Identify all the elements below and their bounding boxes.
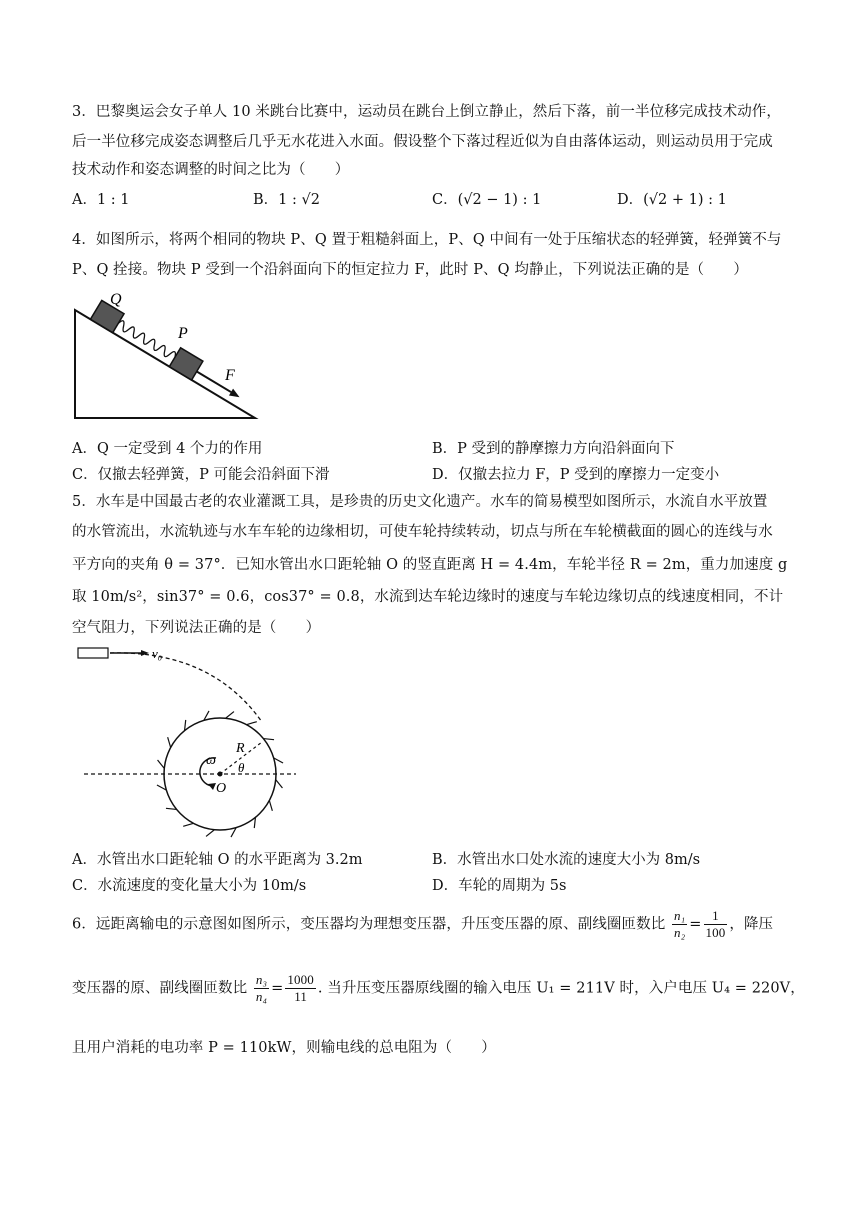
waterwheel-figure	[66, 640, 306, 840]
q3-option-d: D．(√2 + 1) : 1	[617, 192, 727, 208]
q5-line2: 的水管流出，水流轨迹与水车车轮的边缘相切，可使车轮持续转动，切点与所在车轮横截面的圆心的连线与水	[72, 524, 773, 540]
q6-line2-text: 变压器的原、副线圈匝数比	[72, 980, 248, 997]
q6-line3: 且用户消耗的电功率 P = 110kW，则输电线的总电阻为（ ）	[72, 1040, 496, 1056]
wheel-paddle	[269, 800, 272, 810]
q4-option-d: D．仅撤去拉力 F，P 受到的摩擦力一定变小	[432, 467, 720, 483]
q6-line1-text: 6．远距离输电的示意图如图所示，变压器均为理想变压器，升压变压器的原、副线圈匝数比	[72, 916, 666, 933]
frac-denominator: 100	[705, 925, 726, 940]
q6-line2	[72, 972, 805, 1005]
label-theta: θ	[238, 760, 245, 775]
q4-line1: 4．如图所示，将两个相同的物块 P、Q 置于粗糙斜面上，P、Q 中间有一处于压缩状态的轻弹簧，轻弹簧不与	[72, 232, 782, 248]
label-f: F	[225, 367, 235, 384]
axle-point	[218, 772, 223, 777]
fraction-1000-11	[285, 972, 315, 1005]
q3-option-c: C．(√2 − 1) : 1	[432, 192, 542, 208]
q6-line2-tail: . 当升压变压器原线圈的输入电压 U₁ = 211V 时，入户电压 U₄ = 220V，	[317, 980, 805, 997]
frac-numerator: n₁	[674, 908, 686, 923]
q5-line3: 平方向的夹角 θ = 37°．已知水管出水口距轮轴 O 的竖直距离 H = 4.4m，车轮半径 R = 2m，重力加速度 g	[72, 557, 788, 573]
wheel-paddle	[206, 830, 214, 837]
frac-numerator: n₃	[255, 972, 268, 987]
fraction-n3-n4	[254, 972, 269, 1005]
q5-option-a: A．水管出水口距轮轴 O 的水平距离为 3.2m	[72, 852, 363, 868]
q4-option-b: B．P 受到的静摩擦力方向沿斜面向下	[432, 441, 675, 457]
q3-line3: 技术动作和姿态调整的时间之比为（ ）	[72, 162, 350, 178]
label-p: P	[178, 325, 188, 342]
q3-line2: 后一半位移完成姿态调整后几乎无水花进入水面。假设整个下落过程近似为自由落体运动，则运动员用于完成	[72, 134, 773, 150]
q5-line4: 取 10m/s²，sin37° = 0.6，cos37° = 0.8，水流到达车轮边缘时的速度与车轮边缘切点的线速度相同，不计	[72, 589, 784, 605]
wheel-paddle	[183, 823, 193, 826]
fraction-1-100	[704, 908, 728, 941]
wheel-paddle	[158, 760, 165, 768]
frac-numerator: 1	[704, 908, 728, 925]
label-q: Q	[110, 291, 122, 308]
q5-line1: 5．水车是中国最古老的农业灌溉工具，是珍贵的历史文化遗产。水车的简易模型如图所示，水流自水平放置	[72, 494, 768, 510]
incline-figure	[70, 290, 270, 425]
frac-denominator: 11	[294, 989, 307, 1004]
block-p	[169, 348, 203, 380]
equals-sign: =	[271, 980, 284, 997]
q4-option-c: C．仅撤去轻弹簧，P 可能会沿斜面下滑	[72, 467, 330, 483]
q4-line2: P、Q 拴接。物块 P 受到一个沿斜面向下的恒定拉力 F，此时 P、Q 均静止，下列说法正确的是（ ）	[72, 262, 748, 278]
q5-option-c: C．水流速度的变化量大小为 10m/s	[72, 878, 307, 894]
q3-option-b: B．1 : √2	[253, 192, 320, 208]
wheel-paddle	[246, 722, 256, 725]
q5-option-b: B．水管出水口处水流的速度大小为 8m/s	[432, 852, 701, 868]
label-o: O	[216, 781, 227, 796]
rotation-arrow-head-icon	[208, 783, 216, 790]
q5-line5: 空气阻力，下列说法正确的是（ ）	[72, 620, 321, 636]
q6-line1-tail: ，降压	[729, 916, 774, 933]
water-pipe	[78, 648, 108, 658]
water-trajectory	[110, 653, 262, 722]
wheel-paddle	[168, 737, 171, 747]
arrow-head-icon	[229, 389, 242, 401]
q4-option-a: A．Q 一定受到 4 个力的作用	[72, 441, 263, 457]
wheel-paddle	[226, 712, 234, 719]
q3-line1: 3．巴黎奥运会女子单人 10 米跳台比赛中，运动员在跳台上倒立静止，然后下落，前一半位移完成技术动作，	[72, 104, 781, 120]
q6-line1	[72, 908, 773, 941]
frac-denominator: n₂	[674, 925, 686, 940]
wheel-paddle	[276, 780, 283, 788]
equals-sign: =	[689, 916, 702, 933]
q3-option-a: A．1 : 1	[72, 192, 130, 208]
q5-option-d: D．车轮的周期为 5s	[432, 878, 567, 894]
frac-numerator: 1000	[287, 972, 314, 987]
label-r: R	[236, 741, 245, 756]
frac-denominator: n₄	[255, 989, 268, 1004]
label-omega: ω	[206, 753, 216, 768]
label-v0: v₀	[152, 646, 163, 661]
fraction-n1-n2	[672, 908, 687, 941]
